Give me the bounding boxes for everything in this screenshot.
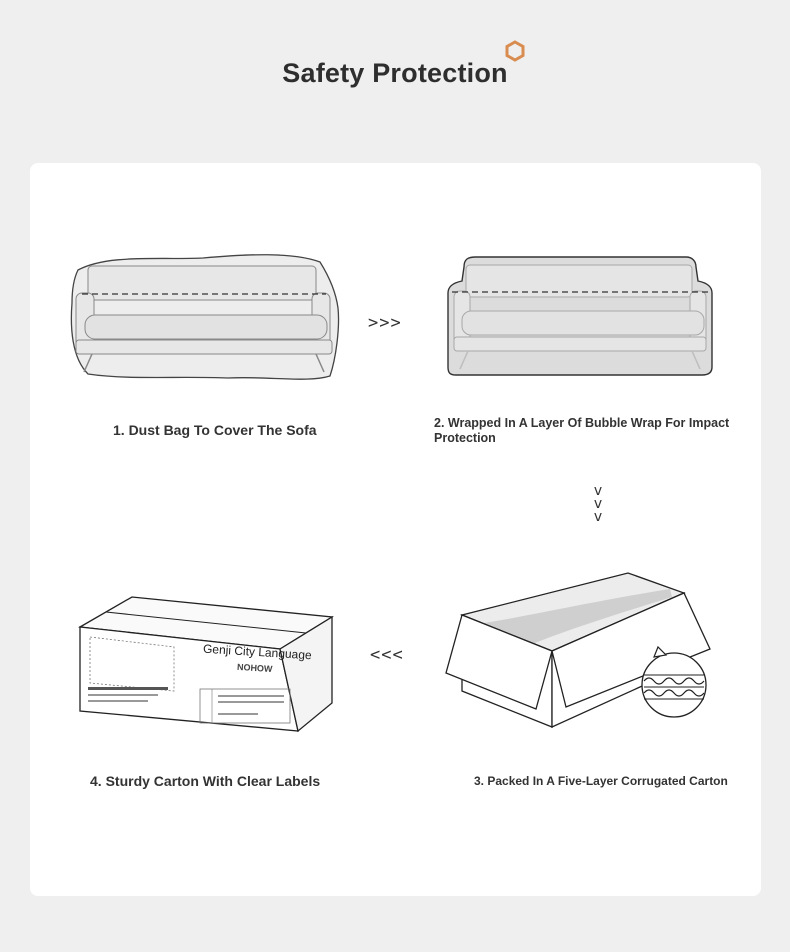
arrow-down-1: v [593, 483, 603, 499]
step-3-caption: 3. Packed In A Five-Layer Corrugated Carton [474, 774, 728, 788]
arrow-left: <<< [370, 645, 404, 665]
bubble-wrap-sofa-illustration [446, 255, 714, 377]
arrow-down [588, 485, 608, 524]
carton-sub-label: NOHOW [236, 661, 273, 675]
arrow-down-3: v [593, 509, 603, 525]
hexagon-icon [504, 40, 526, 62]
steps-card [30, 163, 761, 896]
step-4-caption: 4. Sturdy Carton With Clear Labels [90, 773, 321, 789]
carton-brand-label: Genji City Language [202, 641, 313, 663]
labeled-carton-illustration [78, 593, 336, 735]
page-title-text: Safety Protection [282, 58, 508, 88]
arrow-down-2: v [593, 496, 603, 512]
arrow-right: >>> [368, 313, 402, 333]
corrugated-carton-illustration [444, 571, 716, 731]
page-title [282, 58, 507, 89]
step-1-caption: 1. Dust Bag To Cover The Sofa [113, 422, 317, 438]
step-2-caption: 2. Wrapped In A Layer Of Bubble Wrap For Impact Protection [434, 416, 730, 445]
header [0, 58, 790, 89]
dust-bag-sofa-illustration [68, 248, 340, 383]
